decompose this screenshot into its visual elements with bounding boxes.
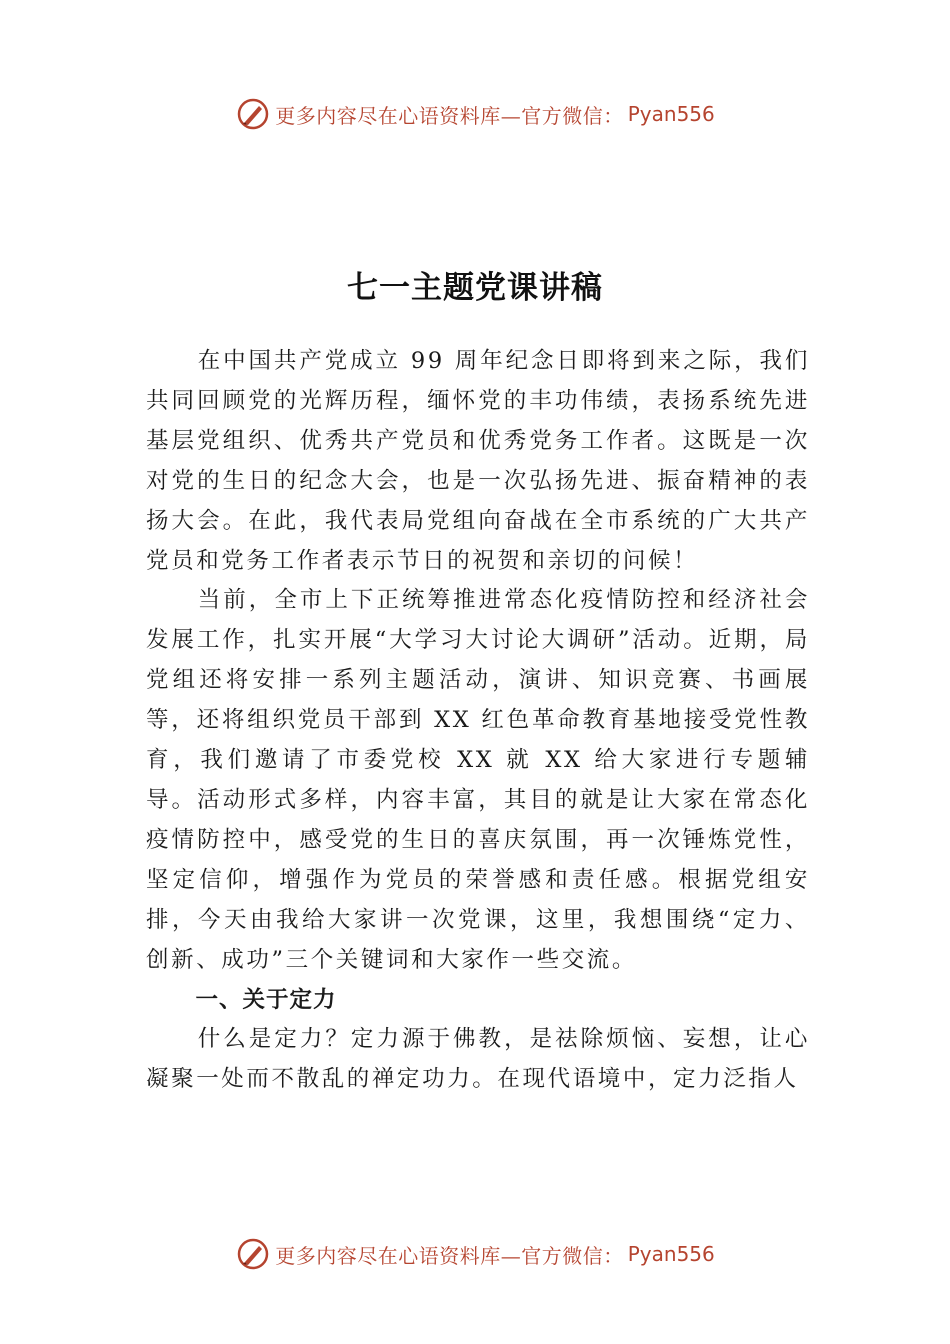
footer-banner [0, 1234, 950, 1274]
banner-wechat-id: Pyan556 [627, 1242, 715, 1266]
pen-circle-logo-icon [235, 1236, 271, 1272]
banner-text: 更多内容尽在心语资料库—官方微信： [275, 103, 624, 128]
paragraph-3: 什么是定力？定力源于佛教，是祛除烦恼、妄想，让心凝聚一处而不散乱的禅定功力。在现代语境中，定力泛指人 [146, 1026, 810, 1093]
pen-circle-logo-icon [235, 96, 271, 132]
section-heading-1: 一、关于定力 [195, 986, 337, 1013]
document-body [146, 342, 810, 1100]
banner-wechat-id: Pyan556 [627, 102, 715, 126]
header-banner [0, 94, 950, 134]
paragraph-1: 在中国共产党成立 99 周年纪念日即将到来之际，我们共同回顾党的光辉历程，缅怀党的丰功伟绩，表扬系统先进基层党组织、优秀共产党员和优秀党务工作者。这既是一次对党的生日的纪念大会，也是一次弘扬先进、振奋精神的表扬大会。在此，我代表局党组向奋战在全市系统的广大共产党员和党务工作者表示节日的祝贺和亲切的问候！ [146, 348, 810, 574]
banner-text: 更多内容尽在心语资料库—官方微信： [275, 1243, 624, 1268]
document-title: 七一主题党课讲稿 [347, 270, 603, 306]
paragraph-2: 当前，全市上下正统筹推进常态化疫情防控和经济社会发展工作，扎实开展“大学习大讨论大调研”活动。近期，局党组还将安排一系列主题活动，演讲、知识竞赛、书画展等，还将组织党员干部到 XX 红色革命教育基地接受党性教育，我们邀请了市委党校 XX 就 XX 给大家进行专题辅导。活动形式多样，内容丰富，其目的就是让大家在常态化疫情防控中，感受党的生日的喜庆氛围，再一次锤炼党性，坚定信仰，增强作为党员的荣誉感和责任感。根据党组安排，今天由我给大家讲一次党课，这里，我想围绕“定力、创新、成功”三个关键词和大家作一些交流。 [146, 587, 810, 973]
